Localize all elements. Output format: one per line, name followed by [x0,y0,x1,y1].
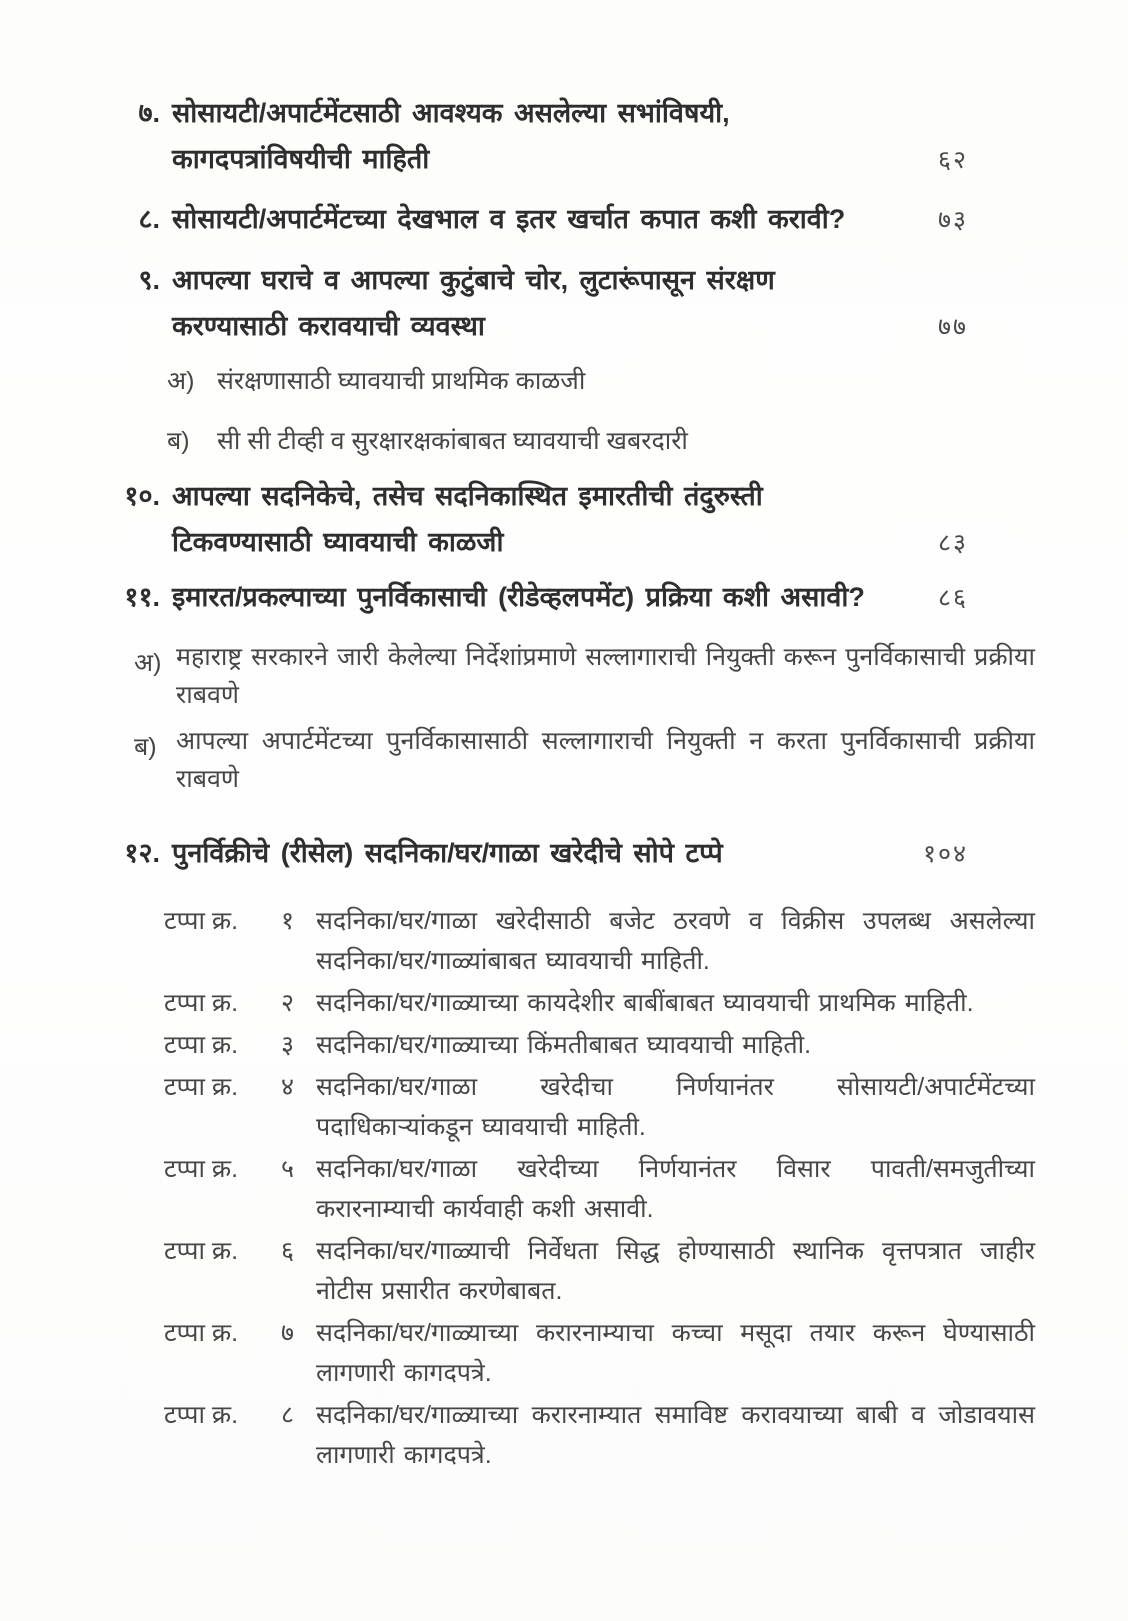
entry-title-line: कागदपत्रांविषयीची माहिती [172,144,430,174]
step-label: टप्पा क्र. २ [164,983,316,1023]
entry-line [172,574,1035,621]
entry-line [172,196,1035,243]
step-number: ३ [280,1031,294,1059]
toc-subitem-9a [112,358,1035,404]
step-row-1 [112,901,1035,981]
subitem-label: अ) [134,649,162,677]
page-number: ८३ [937,529,968,557]
entry-number: ७. [138,98,160,128]
toc-subitem-11a [112,638,1035,714]
step-text: सदनिका/घर/गाळा खरेदीसाठी बजेट ठरवणे व विक्रीस उपलब्ध असलेल्या सदनिका/घर/गाळ्यांबाबत घ्यावयाची माहिती. [316,907,1035,975]
entry-line [172,257,1035,303]
step-row-2 [112,983,1035,1023]
step-text: सदनिका/घर/गाळ्याच्या करारनाम्याचा कच्चा मसूदा तयार करून घेण्यासाठी लागणारी कागदपत्रे. [316,1319,1035,1387]
step-label: टप्पा क्र. ५ [164,1149,316,1229]
step-label: टप्पा क्र. ७ [164,1313,316,1393]
entry-number: ९. [138,265,160,295]
page-number: ८६ [937,584,968,612]
step-number: २ [280,989,294,1017]
entry-number: १२. [124,838,160,868]
step-text: सदनिका/घर/गाळ्याच्या किंमतीबाबत घ्यावयाची माहिती. [316,1031,812,1059]
toc-steps-list [112,901,1035,1475]
toc-subitem-9b [112,418,1035,464]
step-label: टप्पा क्र. १ [164,901,316,981]
step-label: टप्पा क्र. ३ [164,1025,316,1065]
step-number: ४ [280,1073,294,1101]
entry-number: ११. [124,582,160,612]
subitem-text: महाराष्ट्र सरकारने जारी केलेल्या निर्देशांप्रमाणे सल्लागाराची नियुक्ती करून पुनर्विकासाची प्रक्रीया राबवणे [176,643,1035,709]
toc-entry-7 [112,90,1035,183]
entry-number: ८. [138,204,160,234]
subitem-label: ब) [167,427,190,455]
step-number: १ [280,907,294,935]
step-text: सदनिका/घर/गाळ्याच्या कायदेशीर बाबींबाबत घ्यावयाची प्राथमिक माहिती. [316,989,974,1017]
entry-line [172,830,1035,877]
step-number: ५ [280,1155,294,1183]
step-row-4 [112,1067,1035,1147]
entry-title-line: आपल्या घराचे व आपल्या कुटुंबाचे चोर, लुटारूंपासून संरक्षण [172,265,775,295]
step-row-6 [112,1231,1035,1311]
subitem-text: संरक्षणासाठी घ्यावयाची प्राथमिक काळजी [217,367,586,395]
subitem-text: आपल्या अपार्टमेंटच्या पुनर्विकासासाठी सल्लागाराची नियुक्ती न करता पुनर्विकासाची प्रक्रीया राबवणे [176,727,1035,793]
entry-title-line: आपल्या सदनिकेचे, तसेच सदनिकास्थित इमारतीची तंदुरुस्ती [172,481,763,511]
entry-title-line: पुनर्विक्रीचे (रीसेल) सदनिका/घर/गाळा खरेदीचे सोपे टप्पे [172,838,723,868]
entry-line [172,473,1035,519]
page-number: ७३ [937,206,968,234]
step-number: ७ [280,1319,294,1347]
toc-entry-11 [112,574,1035,621]
subitem-label: ब) [134,733,157,761]
subitem-text: सी सी टीव्ही व सुरक्षारक्षकांबाबत घ्यावयाची खबरदारी [217,427,688,455]
table-of-contents [112,90,1035,1475]
toc-entry-12 [112,830,1035,877]
entry-line [172,519,1035,566]
step-row-7 [112,1313,1035,1393]
entry-title-line: सोसायटी/अपार्टमेंटच्या देखभाल व इतर खर्चात कपात कशी करावी? [172,204,846,234]
step-label: टप्पा क्र. ४ [164,1067,316,1147]
entry-line [172,136,1035,183]
step-text: सदनिका/घर/गाळा खरेदीच्या निर्णयानंतर विसार पावती/समजुतीच्या करारनाम्याची कार्यवाही कशी असावी. [316,1155,1035,1223]
step-label: टप्पा क्र. ८ [164,1395,316,1475]
toc-subitem-11b [112,722,1035,798]
toc-entry-8 [112,196,1035,243]
toc-entry-10 [112,473,1035,566]
step-text: सदनिका/घर/गाळ्याच्या करारनाम्यात समाविष्ट करावयाच्या बाबी व जोडावयास लागणारी कागदपत्रे. [316,1401,1035,1469]
step-row-3 [112,1025,1035,1065]
step-number: ८ [280,1401,294,1429]
step-text: सदनिका/घर/गाळा खरेदीचा निर्णयानंतर सोसायटी/अपार्टमेंटच्या पदाधिकाऱ्यांकडून घ्यावयाची माहिती. [316,1073,1035,1141]
step-row-8 [112,1395,1035,1475]
step-text: सदनिका/घर/गाळ्याची निर्वेधता सिद्ध होण्यासाठी स्थानिक वृत्तपत्रात जाहीर नोटीस प्रसारीत करणेबाबत. [316,1237,1035,1305]
entry-title-line: इमारत/प्रकल्पाच्या पुनर्विकासाची (रीडेव्हलपमेंट) प्रक्रिया कशी असावी? [172,582,865,612]
step-label: टप्पा क्र. ६ [164,1231,316,1311]
subitem-label: अ) [167,367,195,395]
toc-entry-9 [112,257,1035,350]
entry-line [172,90,1035,136]
entry-title-line: करण्यासाठी करावयाची व्यवस्था [172,311,485,341]
entry-number: १०. [124,481,160,511]
entry-line [172,303,1035,350]
entry-title-line: सोसायटी/अपार्टमेंटसाठी आवश्यक असलेल्या सभांविषयी, [172,98,730,128]
page-number: ६२ [937,146,968,174]
step-row-5 [112,1149,1035,1229]
page-number: ७७ [937,313,968,341]
step-number: ६ [280,1237,294,1265]
entry-title-line: टिकवण्यासाठी घ्यावयाची काळजी [172,527,504,557]
page-number: १०४ [922,840,968,868]
